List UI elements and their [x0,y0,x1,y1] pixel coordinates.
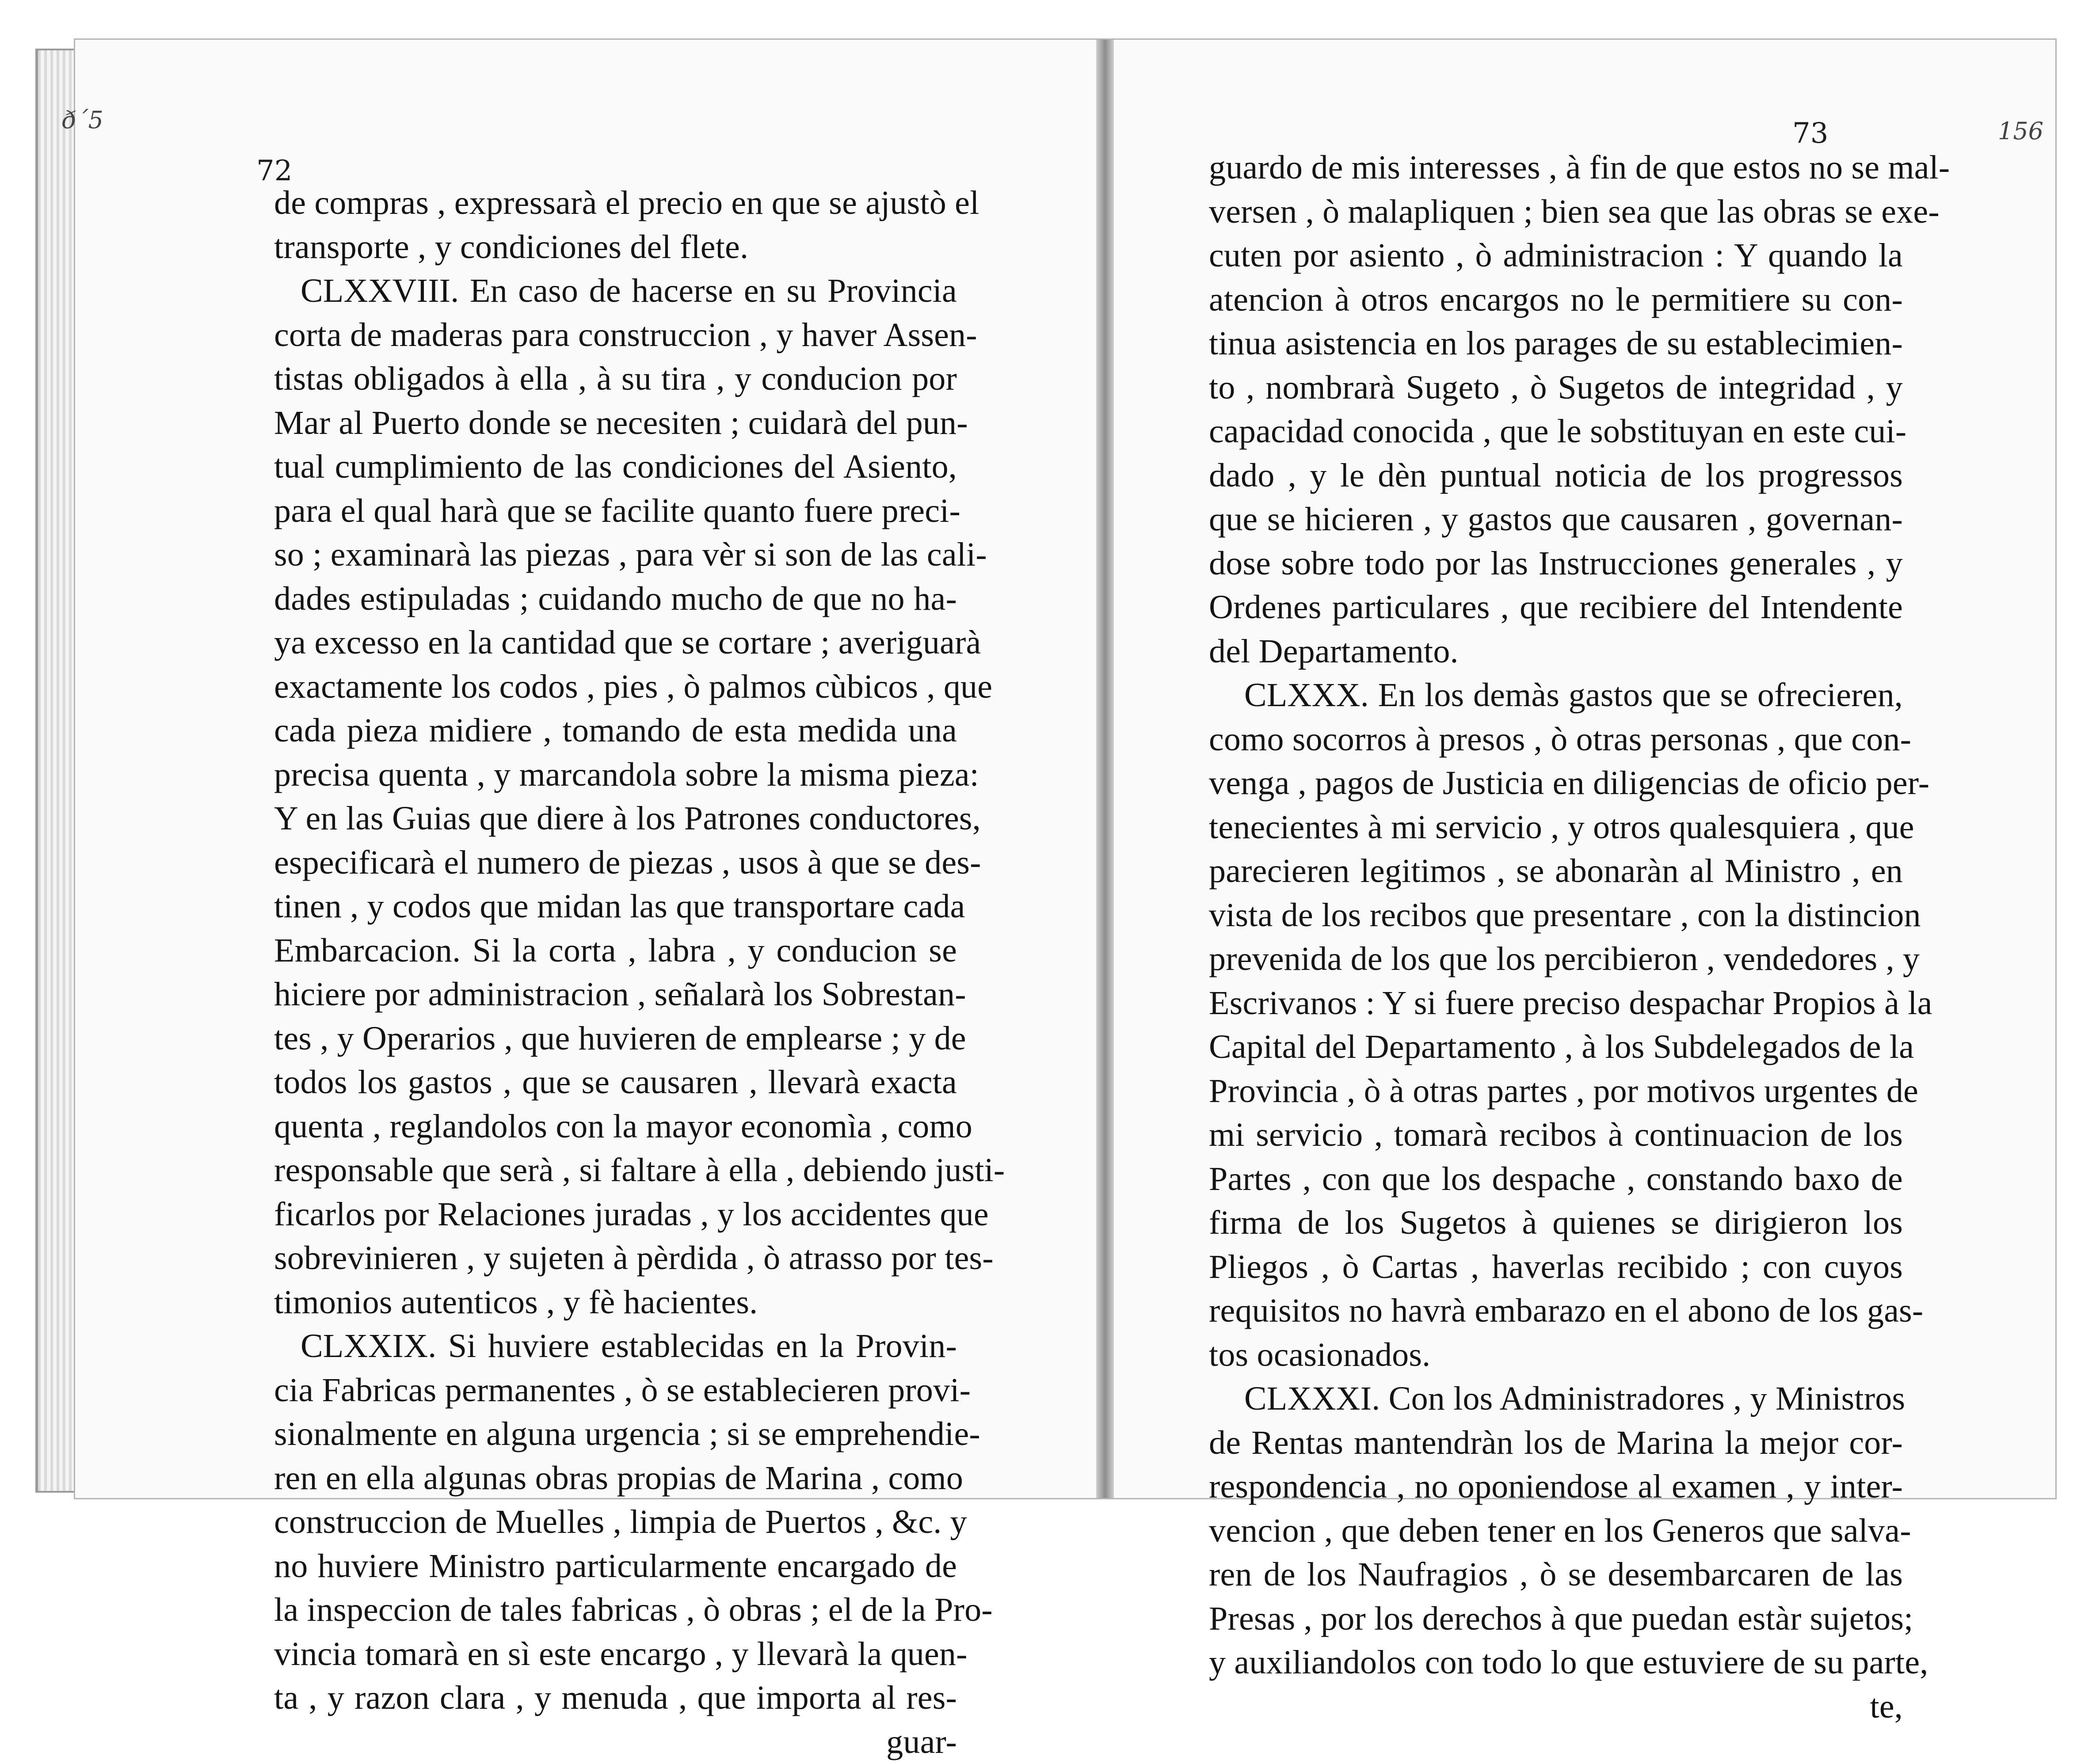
text-line: timonios autenticos , y fè hacientes. [274,1281,957,1325]
text-line: Presas , por los derechos à que puedan estàr sujetos; [1209,1597,1903,1641]
text-line: Provincia , ò à otras partes , por motivos urgentes de [1209,1069,1903,1114]
text-line: mi servicio , tomarà recibos à continuacion de los [1209,1113,1903,1157]
text-line: la inspeccion de tales fabricas , ò obras ; el de la Pro- [274,1588,957,1632]
text-line: versen , ò malapliquen ; bien sea que las obras se exe- [1209,190,1903,234]
text-line: especificarà el numero de piezas , usos à que se des- [274,841,957,885]
text-line: Y en las Guias que diere à los Patrones conductores, [274,797,957,841]
text-line: sobrevinieren , y sujeten à pèrdida , ò atrasso por tes- [274,1236,957,1281]
left-folio-number: ð´5 [62,106,103,134]
text-line: so ; examinarà las piezas , para vèr si son de las cali- [274,533,957,577]
text-line: vista de los recibos que presentare , con la distincion [1209,893,1903,938]
text-line: construccion de Muelles , limpia de Puertos , &c. y [274,1500,957,1544]
text-line: tenecientes à mi servicio , y otros qualesquiera , que [1209,806,1903,850]
text-line: tos ocasionados. [1209,1333,1903,1377]
text-line: respondencia , no oponiendose al examen , y inter- [1209,1465,1903,1509]
text-line: tinen , y codos que midan las que transportare cada [274,885,957,929]
text-line: dado , y le dèn puntual noticia de los progressos [1209,454,1903,498]
text-line: ya excesso en la cantidad que se cortare ; averiguarà [274,621,957,665]
text-line: CLXXXI. Con los Administradores , y Ministros [1209,1377,1903,1421]
text-line: para el qual harà que se facilite quanto fuere preci- [274,489,957,533]
text-line: tistas obligados à ella , à su tira , y conducion por [274,357,957,401]
text-line: Mar al Puerto donde se necesiten ; cuidarà del pun- [274,401,957,445]
text-line: CLXXIX. Si huviere establecidas en la Provin- [274,1324,957,1369]
text-line: corta de maderas para construccion , y haver Assen- [274,313,957,357]
text-line: Embarcacion. Si la corta , labra , y conducion se [274,929,957,973]
text-line: ficarlos por Relaciones juradas , y los accidentes que [274,1193,957,1237]
right-folio-number: 156 [1998,117,2043,145]
text-line: ta , y razon clara , y menuda , que importa al res- [274,1676,957,1720]
text-line: cia Fabricas permanentes , ò se establecieren provi- [274,1369,957,1413]
text-line: de compras , expressarà el precio en que se ajustò el [274,181,957,225]
text-line: como socorros à presos , ò otras personas , que con- [1209,718,1903,762]
catchword: guar- [274,1720,957,1764]
text-line: Partes , con que los despache , constando baxo de [1209,1157,1903,1201]
text-line: quenta , reglandolos con la mayor economìa , como [274,1105,957,1149]
text-line: dose sobre todo por las Instrucciones generales , y [1209,542,1903,586]
text-line: prevenida de los que los percibieron , vendedores , y [1209,937,1903,981]
text-line: de Rentas mantendràn los de Marina la mejor cor- [1209,1421,1903,1465]
text-line: venga , pagos de Justicia en diligencias de oficio per- [1209,761,1903,806]
text-line: hiciere por administracion , señalarà los Sobrestan- [274,973,957,1017]
text-line: guardo de mis interesses , à fin de que estos no se mal- [1209,146,1903,190]
text-line: Escrivanos : Y si fuere preciso despachar Propios à la [1209,981,1903,1026]
text-line: ren de los Naufragios , ò se desembarcaren de las [1209,1553,1903,1597]
text-line: cuten por asiento , ò administracion : Y quando la [1209,234,1903,278]
right-page-number: 73 [1792,117,1828,150]
text-line: capacidad conocida , que le sobstituyan en este cui- [1209,410,1903,454]
open-book [27,40,2051,1507]
text-line: no huviere Ministro particularmente encargado de [274,1544,957,1589]
text-line: precisa quenta , y marcandola sobre la misma pieza: [274,753,957,797]
text-line: sionalmente en alguna urgencia ; si se emprehendie- [274,1412,957,1456]
text-line: dades estipuladas ; cuidando mucho de que no ha- [274,577,957,621]
text-line: responsable que serà , si faltare à ella , debiendo justi- [274,1148,957,1193]
text-line: vincia tomarà en sì este encargo , y llevarà la quen- [274,1632,957,1677]
text-line: Capital del Departamento , à los Subdelegados de la [1209,1025,1903,1069]
left-page-number: 72 [256,155,292,187]
text-line: y auxiliandolos con todo lo que estuviere de su parte, [1209,1641,1903,1685]
text-line: CLXXX. En los demàs gastos que se ofrecieren, [1209,673,1903,718]
catchword: te, [1209,1685,1903,1729]
text-line: tual cumplimiento de las condiciones del Asiento, [274,445,957,489]
text-line: transporte , y condiciones del flete. [274,225,957,270]
text-line: Pliegos , ò Cartas , haverlas recibido ; con cuyos [1209,1245,1903,1289]
text-line: parecieren legitimos , se abonaràn al Ministro , en [1209,849,1903,893]
text-line: ren en ella algunas obras propias de Marina , como [274,1456,957,1501]
text-line: todos los gastos , que se causaren , llevarà exacta [274,1061,957,1105]
text-line: atencion à otros encargos no le permitiere su con- [1209,278,1903,322]
text-line: del Departamento. [1209,630,1903,674]
text-line: CLXXVIII. En caso de hacerse en su Provincia [274,269,957,313]
left-text-column [274,181,957,1764]
text-line: exactamente los codos , pies , ò palmos cùbicos , que [274,665,957,709]
text-line: cada pieza midiere , tomando de esta medida una [274,709,957,753]
text-line: vencion , que deben tener en los Generos que salva- [1209,1509,1903,1553]
text-line: tinua asistencia en los parages de su establecimien- [1209,322,1903,366]
right-text-column [1209,146,1903,1729]
text-line: requisitos no havrà embarazo en el abono de los gas- [1209,1289,1903,1333]
text-line: tes , y Operarios , que huvieren de emplearse ; y de [274,1017,957,1061]
text-line: Ordenes particulares , que recibiere del Intendente [1209,585,1903,630]
text-line: to , nombrarà Sugeto , ò Sugetos de integridad , y [1209,366,1903,410]
text-line: que se hicieren , y gastos que causaren , governan- [1209,498,1903,542]
text-line: firma de los Sugetos à quienes se dirigieron los [1209,1201,1903,1245]
book-gutter [1096,40,1114,1498]
